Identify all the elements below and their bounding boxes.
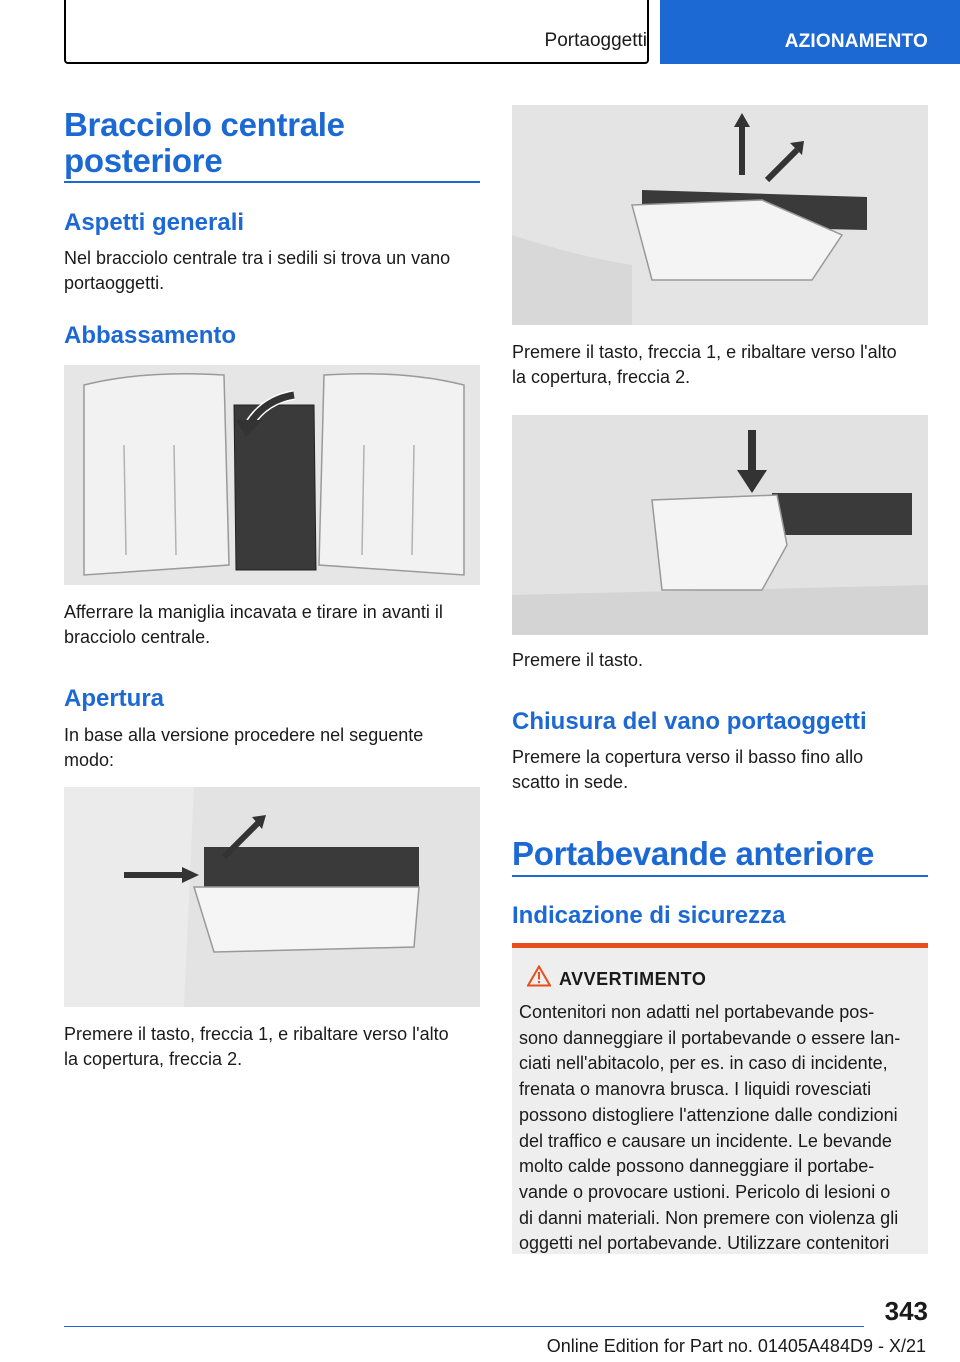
warning-text: [519, 1000, 925, 1257]
rear-seat-armrest-image: [64, 365, 480, 585]
lowering-heading: Abbassamento: [64, 322, 237, 349]
warning-line: oggetti nel portabevande. Utilizzare contenitori: [519, 1233, 890, 1254]
armrest-open-arrows-image: [64, 787, 480, 1007]
warning-line: frenata o manovra brusca. I liquidi rovesciati: [519, 1079, 872, 1100]
warning-triangle-icon: [527, 965, 551, 987]
warning-title: AVVERTIMENTO: [559, 969, 707, 989]
armrest-cover-arrows-image: [512, 105, 928, 325]
warning-line: vande o provocare ustioni. Pericolo di lesioni o: [519, 1181, 891, 1202]
opening-caption-line2: la copertura, freccia 2.: [64, 1049, 243, 1069]
title-rule: [64, 181, 480, 183]
general-text-line1: Nel bracciolo centrale tra i sedili si trova un vano: [64, 248, 451, 268]
opening-heading: Apertura: [64, 685, 165, 712]
page-number: 343: [884, 1296, 928, 1326]
opening-caption-line1: Premere il tasto, freccia 1, e ribaltare verso l'alto: [64, 1024, 449, 1044]
caption1-line1: Premere il tasto, freccia 1, e ribaltare verso l'alto: [512, 342, 897, 362]
warning-line: del traffico e causare un incidente. Le bevande: [519, 1130, 892, 1151]
warning-line: di danni materiali. Non premere con violenza gli: [519, 1207, 899, 1228]
opening-text-line2: modo:: [64, 750, 115, 770]
page-title-line2: posteriore: [64, 142, 223, 179]
opening-text-line1: In base alla versione procedere nel seguente: [64, 725, 424, 745]
closing-text-line2: scatto in sede.: [512, 772, 629, 792]
warning-line: ciati nell'abitacolo, per es. in caso di incidente,: [519, 1053, 888, 1074]
cupholder-title: Portabevande anteriore: [512, 835, 875, 872]
general-heading: Aspetti generali: [64, 209, 245, 236]
warning-line: possono distogliere l'attenzione dalle condizioni: [519, 1104, 898, 1125]
caption1-line2: la copertura, freccia 2.: [512, 367, 691, 387]
footer-rule: [64, 1326, 864, 1327]
caption2: Premere il tasto.: [512, 650, 644, 670]
warning-line: sono danneggiare il portabevande o essere lan-: [519, 1027, 901, 1048]
closing-heading: Chiusura del vano portaoggetti: [512, 708, 867, 735]
lowering-text-line2: bracciolo centrale.: [64, 627, 211, 647]
header-chapter-title: AZIONAMENTO: [784, 31, 928, 52]
cupholder-rule: [512, 875, 928, 877]
closing-text-line1: Premere la copertura verso il basso fino allo: [512, 747, 864, 767]
lowering-text-line1: Afferrare la maniglia incavata e tirare in avanti il: [64, 602, 443, 622]
header-section-title: Portaoggetti: [544, 30, 647, 51]
page-title-line1: Bracciolo centrale: [64, 106, 345, 143]
armrest-press-button-image: [512, 415, 928, 635]
general-text-line2: portaoggetti.: [64, 273, 165, 293]
footer-edition: Online Edition for Part no. 01405A484D9 - X/21: [546, 1336, 926, 1356]
safety-heading: Indicazione di sicurezza: [512, 902, 786, 929]
warning-line: Contenitori non adatti nel portabevande pos-: [519, 1002, 875, 1022]
header-chapter-tab: [660, 0, 960, 64]
warning-line: molto calde possono danneggiare il portabe-: [519, 1156, 875, 1177]
